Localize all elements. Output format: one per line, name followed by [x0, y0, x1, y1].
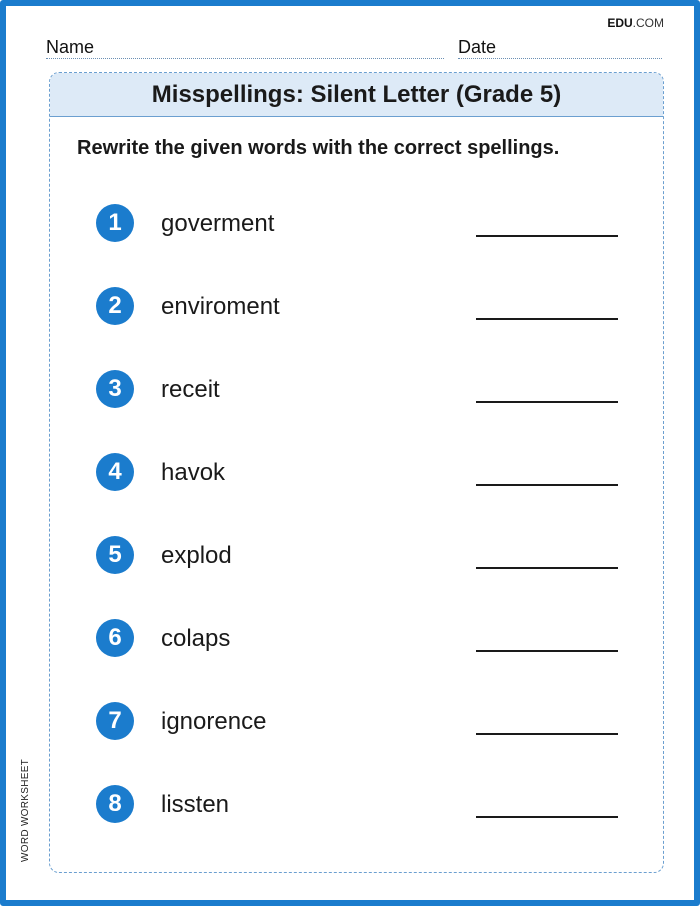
date-label: Date [458, 37, 497, 57]
side-label: WORD WORKSHEET [20, 758, 31, 862]
item-number-badge: 3 [96, 370, 134, 408]
list-item [96, 453, 626, 493]
misspelled-word: enviroment [161, 293, 280, 320]
answer-blank[interactable] [476, 567, 618, 569]
list-item [96, 204, 626, 244]
misspelled-word: receit [161, 376, 220, 403]
misspelled-word: explod [161, 542, 232, 569]
answer-blank[interactable] [476, 235, 618, 237]
list-item [96, 619, 626, 659]
list-item [96, 536, 626, 576]
instructions-text: Rewrite the given words with the correct spellings. [77, 137, 560, 159]
brand-logo-bold: EDU [607, 16, 633, 30]
list-item [96, 370, 626, 410]
item-number-badge: 1 [96, 204, 134, 242]
answer-blank[interactable] [476, 650, 618, 652]
misspelled-word: colaps [161, 625, 231, 652]
list-item [96, 702, 626, 742]
worksheet-card [49, 72, 664, 873]
name-field[interactable] [46, 36, 444, 59]
list-item [96, 287, 626, 327]
item-number-badge: 5 [96, 536, 134, 574]
answer-blank[interactable] [476, 484, 618, 486]
item-number-badge: 2 [96, 287, 134, 325]
answer-blank[interactable] [476, 733, 618, 735]
name-label: Name [46, 37, 95, 57]
date-field[interactable] [458, 36, 662, 59]
answer-blank[interactable] [476, 401, 618, 403]
brand-logo-rest: .COM [632, 16, 664, 30]
answer-blank[interactable] [476, 318, 618, 320]
misspelled-word: goverment [161, 210, 275, 237]
misspelled-word: lissten [161, 791, 230, 818]
list-item [96, 785, 626, 825]
item-number-badge: 7 [96, 702, 134, 740]
misspelled-word: ignorence [161, 708, 267, 735]
brand-logo [607, 16, 664, 30]
answer-blank[interactable] [476, 816, 618, 818]
item-number-badge: 6 [96, 619, 134, 657]
item-number-badge: 4 [96, 453, 134, 491]
item-number-badge: 8 [96, 785, 134, 823]
worksheet-title: Misspellings: Silent Letter (Grade 5) [50, 73, 663, 117]
misspelled-word: havok [161, 459, 226, 486]
